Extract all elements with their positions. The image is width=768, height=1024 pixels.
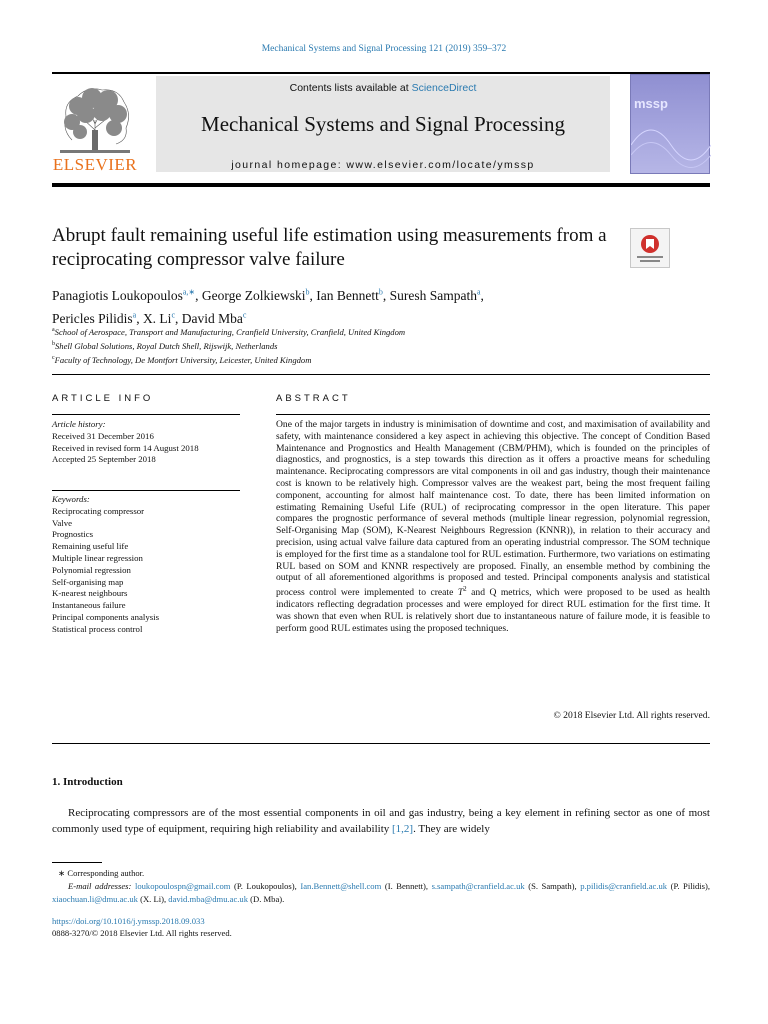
abstract-heading: ABSTRACT (276, 393, 351, 404)
check-updates-icon (631, 229, 669, 267)
keyword-item: Reciprocating compressor (52, 505, 145, 516)
abstract-end-divider (52, 743, 710, 744)
history-label: Article history: (52, 419, 106, 429)
email-owner: (P. Pilidis), (667, 881, 711, 891)
author-affiliation-marker[interactable]: a (132, 310, 137, 320)
author-name: Suresh Sampath (389, 287, 477, 303)
cover-wave-graphic (631, 75, 711, 175)
top-divider (52, 72, 710, 74)
keywords-divider (52, 490, 240, 491)
author-separator: , (195, 287, 202, 303)
affiliation-item (52, 338, 692, 352)
corresponding-author-note: ∗ Corresponding author. (58, 868, 145, 878)
affiliation-text: School of Aerospace, Transport and Manufacturing, Cranfield University, Cranfield, United Kingdom (54, 326, 406, 337)
author-entry (316, 288, 389, 303)
journal-cover-image[interactable] (630, 74, 710, 174)
email-link[interactable]: Ian.Bennett@shell.com (300, 881, 382, 891)
header-thick-divider (52, 183, 710, 187)
author-affiliation-marker[interactable]: a,∗ (182, 287, 196, 296)
affiliation-marker: c (52, 354, 55, 361)
keywords-list (52, 494, 252, 636)
abstract-copyright: © 2018 Elsevier Ltd. All rights reserved. (553, 710, 710, 721)
email-link[interactable]: p.pilidis@cranfield.ac.uk (580, 881, 668, 891)
elsevier-wordmark: ELSEVIER (52, 155, 138, 174)
keyword-item: Valve (52, 517, 73, 528)
author-name: George Zolkiewski (201, 287, 306, 303)
introduction-paragraph (52, 805, 710, 837)
author-name: X. Li (142, 311, 172, 326)
email-addresses-note (52, 880, 710, 905)
journal-citation-link[interactable]: Mechanical Systems and Signal Processing 121 (2019) 359–372 (261, 44, 507, 54)
author-separator: , (382, 287, 390, 303)
email-owner: (D. Mba). (248, 893, 285, 904)
author-name: Ian Bennett (316, 287, 379, 303)
author-separator: , (175, 311, 182, 326)
keyword-item: Remaining useful life (52, 541, 129, 552)
keywords-label: Keywords: (52, 494, 90, 504)
author-entry (52, 288, 202, 303)
sciencedirect-link[interactable]: ScienceDirect (411, 82, 477, 94)
keyword-item: Multiple linear regression (52, 552, 143, 563)
reference-link[interactable]: [1,2] (392, 823, 414, 835)
keyword-item: K-nearest neighbours (52, 588, 128, 599)
affiliation-marker: b (52, 340, 55, 347)
keyword-item: Prognostics (52, 529, 94, 540)
affiliation-text: Faculty of Technology, De Montfort University, Leicester, United Kingdom (54, 354, 312, 365)
abstract-column-divider (276, 414, 710, 415)
email-label: E-mail addresses: (68, 881, 132, 891)
email-link[interactable]: david.mba@dmu.ac.uk (168, 893, 249, 904)
author-name: Pericles Pilidis (52, 311, 133, 326)
email-link[interactable]: s.sampath@cranfield.ac.uk (431, 881, 525, 891)
email-owner: (X. Li), (137, 893, 169, 904)
intro-text-after: . They are widely (413, 823, 490, 835)
author-separator: , (309, 287, 317, 303)
doi-link[interactable]: https://doi.org/10.1016/j.ymssp.2018.09.033 (52, 916, 205, 926)
info-column-divider (52, 414, 240, 415)
email-owner: (S. Sampath), (524, 881, 581, 891)
author-separator: , (480, 287, 484, 303)
keyword-item: Principal components analysis (52, 611, 160, 622)
author-name: David Mba (181, 311, 243, 326)
info-top-divider (52, 374, 710, 375)
affiliation-item (52, 324, 692, 338)
author-entry (390, 288, 484, 303)
affiliation-marker: a (52, 327, 55, 333)
email-owner: (I. Bennett), (381, 881, 432, 891)
author-affiliation-marker[interactable]: c (242, 310, 247, 320)
author-affiliation-marker[interactable]: b (378, 287, 383, 296)
author-name: Panagiotis Loukopoulos (52, 287, 183, 303)
affiliation-list (52, 324, 692, 366)
keyword-item: Statistical process control (52, 623, 143, 634)
author-affiliation-marker[interactable]: c (171, 310, 175, 320)
email-owner: (P. Loukopoulos), (230, 881, 301, 891)
author-affiliation-marker[interactable]: b (305, 287, 310, 296)
journal-homepage[interactable]: journal homepage: www.elsevier.com/locate/ymssp (231, 159, 535, 171)
keyword-item: Polynomial regression (52, 564, 131, 575)
check-for-updates-button[interactable] (630, 228, 670, 268)
affiliation-text: Shell Global Solutions, Royal Dutch Shell, Rijswijk, Netherlands (55, 340, 278, 351)
history-revised: Received in revised form 14 August 2018 (52, 442, 199, 453)
history-received: Received 31 December 2016 (52, 430, 154, 441)
introduction-heading: 1. Introduction (52, 776, 123, 788)
keyword-item: Self-organising map (52, 576, 124, 587)
article-history (52, 419, 252, 466)
abstract-part-2: and Q metrics, which were proposed to be used as health indicators reflecting degradation processes and were employed for direct RUL estimation for the first time. It was shown that even when RUL is relatively short due to instantaneous nature of failure mode, it is feasible to perform good RUL estimates using the proposed techniques. (276, 587, 711, 634)
email-link[interactable]: loukopoulospn@gmail.com (134, 881, 231, 891)
history-accepted: Accepted 25 September 2018 (52, 454, 156, 465)
affiliation-item (52, 352, 692, 366)
intro-text-before: Reciprocating compressors are of the most essential components in oil and gas industry, being a key element in refining sector as one of most commonly used type of equipment, requiring high reliability and availability (52, 807, 710, 835)
keyword-item: Instantaneous failure (52, 600, 126, 611)
contents-prefix: Contents lists available at (289, 82, 412, 94)
article-title: Abrupt fault remaining useful life estimation using measurements from a reciprocating compressor valve failure (52, 225, 607, 270)
author-affiliation-marker[interactable]: a (476, 287, 481, 296)
footnote-divider (52, 862, 102, 863)
author-separator: , (136, 311, 143, 326)
article-info-heading: ARTICLE INFO (52, 393, 154, 404)
journal-title: Mechanical Systems and Signal Processing (201, 112, 565, 136)
email-link[interactable]: xiaochuan.li@dmu.ac.uk (52, 893, 138, 904)
author-list (52, 282, 692, 329)
cover-title: mssp (634, 96, 668, 111)
issn-line: 0888-3270/© 2018 Elsevier Ltd. All rights reserved. (52, 928, 232, 938)
t2-symbol: T (457, 587, 464, 599)
t2-power: 2 (463, 585, 467, 594)
contents-line (156, 82, 610, 94)
author-entry (202, 288, 316, 303)
abstract-part-1: One of the major targets in industry is minimisation of downtime and cost, and maximisation of availability and safety, with maintenance considered a key aspect in achieving this objective. The concept of Condition Based Maintenance and Prognostics and Health Management (CBM/PHM), which is founded on the principles of diagnostics, and prognostics, is a step towards this direction as it offers a proactive means for scheduling maintenance. Reciprocating compressors are vital components in oil and gas industry, though their maintenance cost is known to be relatively high. Compressor valves are the weakest part, being the most frequent failing component, accounting for almost half maintenance cost. To date, there has been limited information on estimating Remaining Useful Life (RUL) of reciprocating compressor in the open literature. This paper compares the prognostic performance of several methods (multiple linear regression, polynomial regression, Self-Organising Map (SOM), K-Nearest Neighbours Regression (KNNR)), in relation to their accuracy and precision, using actual valve failure data captured from an operating industrial compressor. The SOM technique is employed for the first time as a standalone tool for RUL estimation. Furthermore, two variations on estimating RUL based on SOM and KNNR respectively are proposed. Finally, an ensemble method by combining the output of all aforementioned algorithms is proposed and tested. Principal components analysis and statistical process control were implemented to create (276, 419, 710, 599)
abstract-text (276, 419, 710, 635)
